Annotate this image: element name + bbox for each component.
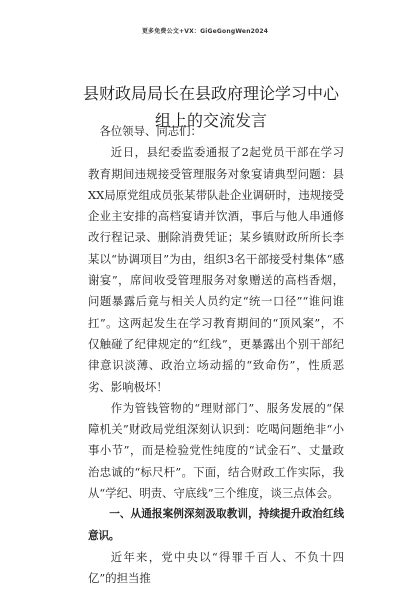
- paragraph-1: 近日，县纪委监委通报了2起党员干部在学习教育期间违规接受管理服务对象宴请典型问题：县XX局原党组成员张某带队赴企业调研时，违规接受企业主安排的高档宴请并饮酒，事后与他人串通修改行程记录、删除消费凭证；某乡镇财政所所长李某以“协调项目”为由，组织3名干部接受村集体“感谢宴”，席间收受管理服务对象赠送的高档香烟，问题暴露后竟与相关人员约定“统一口径”“谁问谁扛”。这两起发生在学习教育期间的“顶风案”，不仅触碰了纪律规定的“红线”，更暴露出个别干部纪律意识淡薄、政治立场动摇的“致命伤”，性质恶劣、影响极坏！: [88, 145, 344, 394]
- paragraph-2: 作为管钱管物的“理财部门”、服务发展的“保障机关”财政局党组深刻认识到：吃喝问题绝非“小事小节”，而是检验党性纯度的“试金石”、丈量政治忠诚的“标尺杆”。下面，结合财政工作实际，我从“学纪、明责、守底线”三个维度，谈三点体会。: [88, 400, 344, 501]
- document-body: [88, 121, 344, 590]
- section-heading-1: 一、从通报案例深刻汲取教训，持续提升政治红线意识。: [88, 508, 344, 542]
- salutation: 各位领导、同志们：: [99, 124, 202, 138]
- watermark-text: 更多免费公文+VX：GiGeGongWen2024: [141, 28, 269, 35]
- document-title: 县财政局局长在县政府理论学习中心组上的交流发言: [82, 84, 339, 130]
- paragraph-3: 近年来，党中央以“得罪千百人、不负十四亿”的担当推: [88, 549, 344, 586]
